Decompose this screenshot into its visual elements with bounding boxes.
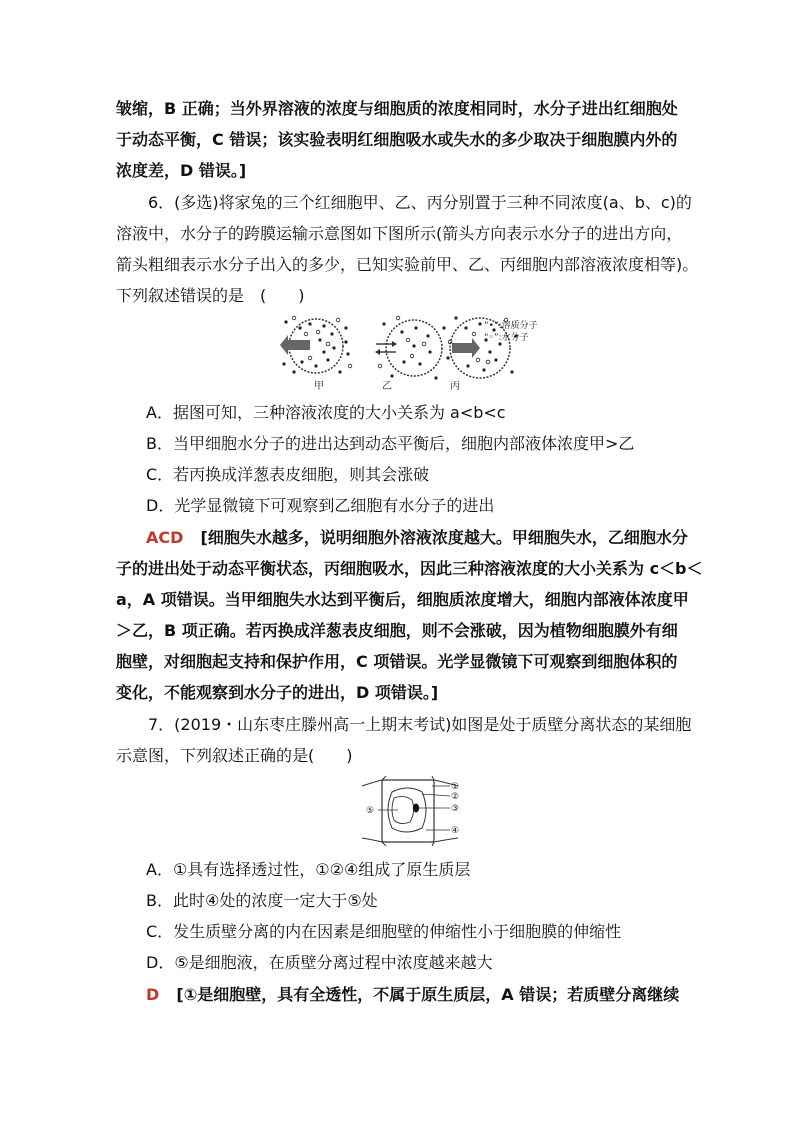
q7-option-a: A．①具有选择透过性，①②④组成了原生质层	[146, 860, 471, 879]
q6-answer-line	[146, 528, 688, 548]
q5-explanation-line: 皱缩，B 正确；当外界溶液的浓度与细胞质的浓度相同时，水分子进出红细胞处	[116, 99, 678, 118]
cell-label-jia: 甲	[314, 381, 324, 392]
q6-option-b: B．当甲细胞水分子的进出达到动态平衡后，细胞内部液体浓度甲>乙	[146, 434, 635, 453]
cell-label-bing: 丙	[450, 381, 460, 392]
plasmolysis-cell-figure	[360, 776, 470, 846]
q6-explanation-line: 胞壁，对细胞起支持和保护作用，C 项错误。光学显微镜下可观察到细胞体积的	[116, 652, 678, 671]
q6-option-c: C．若丙换成洋葱表皮细胞，则其会涨破	[146, 465, 430, 484]
cell-label-yi: 乙	[382, 381, 392, 392]
cell-yi-diagram	[375, 316, 452, 379]
q6-answer: ACD	[146, 528, 184, 547]
q6-option-a: A．据图可知，三种溶液浓度的大小关系为 a<b<c	[146, 403, 506, 422]
q7-stem-line: 示意图，下列叙述正确的是( )	[116, 746, 353, 765]
label-5: ⑤	[366, 806, 375, 816]
q6-stem-line: 溶液中，水分子的跨膜运输示意图如下图所示(箭头方向表示水分子的进出方向，	[116, 224, 683, 243]
q5-explanation-line: 浓度差，D 错误。]	[116, 161, 247, 180]
q6-explanation-line: ＞乙，B 项正确。若丙换成洋葱表皮细胞，则不会涨破，因为植物细胞膜外有细	[116, 621, 678, 640]
q6-explanation-line: 子的进出处于动态平衡状态，丙细胞吸水，因此三种溶液浓度的大小关系为 c＜b＜	[116, 559, 703, 578]
legend-solute: “•”:溶质分子	[484, 321, 538, 331]
q7-explanation: [①是细胞壁，具有全透性，不属于原生质层，A 错误；若质壁分离继续	[176, 985, 680, 1004]
q5-explanation-line: 于动态平衡，C 错误；该实验表明红细胞吸水或失水的多少取决于细胞膜内外的	[116, 130, 678, 149]
q7-option-c: C．发生质壁分离的内在因素是细胞壁的伸缩性小于细胞膜的伸缩性	[146, 922, 622, 941]
label-1: ①	[451, 782, 460, 792]
rbc-osmosis-figure	[280, 314, 550, 392]
q6-stem-line: 下列叙述错误的是 ( )	[116, 286, 305, 305]
q6-option-d: D．光学显微镜下可观察到乙细胞有水分子的进出	[146, 496, 495, 515]
q6-stem-line: 6．(多选)将家兔的三个红细胞甲、乙、丙分别置于三种不同浓度(a、b、c)的	[148, 193, 692, 212]
legend-water: “◦”:水分子	[484, 333, 529, 343]
q7-answer: D	[146, 985, 160, 1004]
q6-explanation: [细胞失水越多，说明细胞外溶液浓度越大。甲细胞失水，乙细胞水分	[200, 528, 688, 547]
q7-option-d: D．⑤是细胞液，在质壁分离过程中浓度越来越大	[146, 953, 493, 972]
label-3: ③	[451, 804, 460, 814]
q7-answer-line	[146, 985, 679, 1005]
label-2: ②	[451, 792, 460, 802]
label-4: ④	[451, 826, 460, 836]
cell-jia-diagram	[280, 316, 352, 373]
q6-explanation-line: a，A 项错误。当甲细胞失水达到平衡后，细胞质浓度增大，细胞内部液体浓度甲	[116, 590, 689, 609]
q7-stem-line: 7．(2019・山东枣庄滕州高一上期末考试)如图是处于质壁分离状态的某细胞	[148, 715, 692, 734]
q6-stem-line: 箭头粗细表示水分子出入的多少，已知实验前甲、乙、丙细胞内部溶液浓度相等)。	[116, 255, 699, 274]
q6-explanation-line: 变化，不能观察到水分子的进出，D 项错误。]	[116, 683, 439, 702]
q7-option-b: B．此时④处的浓度一定大于⑤处	[146, 891, 378, 910]
